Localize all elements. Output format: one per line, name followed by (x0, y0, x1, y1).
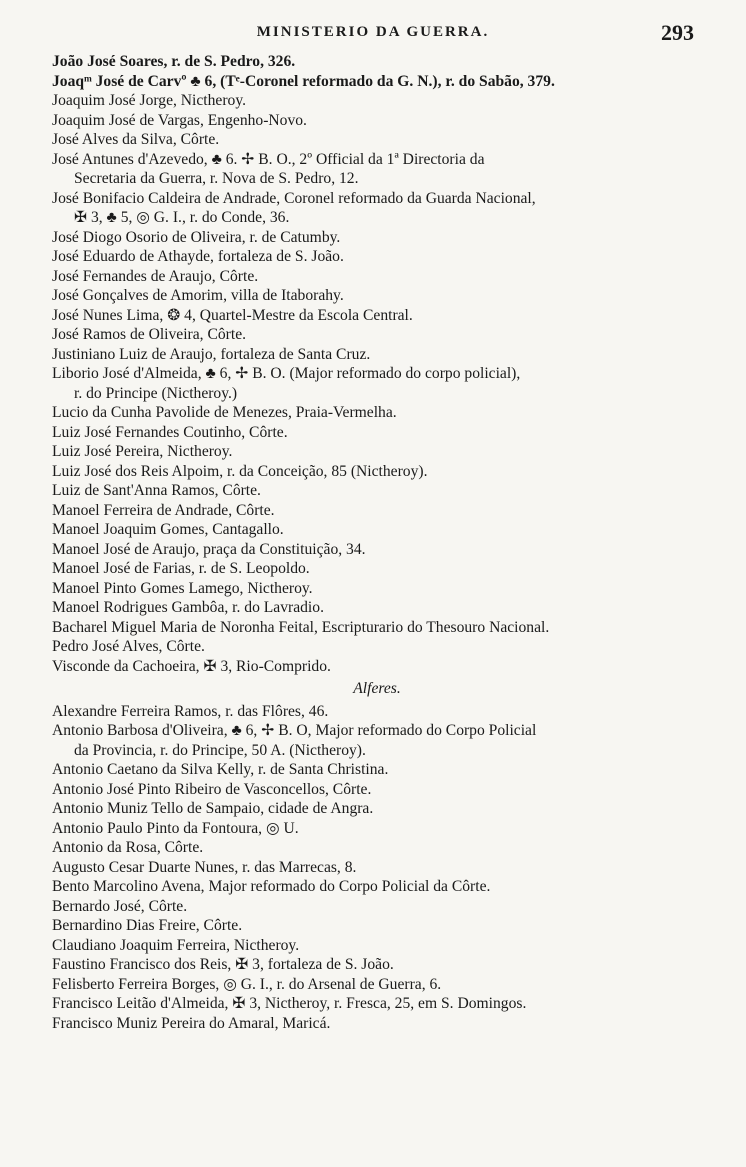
list-item: Lucio da Cunha Pavolide de Menezes, Praia-Vermelha. (52, 404, 397, 421)
list-item: Claudiano Joaquim Ferreira, Nictheroy. (52, 936, 300, 954)
list-item: José Fernandes de Araujo, Côrte. (52, 267, 259, 285)
list-item: José Diogo Osorio de Oliveira, r. de Catumby. (52, 228, 341, 246)
page-number: 293 (661, 20, 694, 45)
list-item: Joaquim José de Vargas, Engenho-Novo. (52, 111, 307, 129)
list-item: José Nunes Lima, ❂ 4, Quartel-Mestre da Escola Central. (52, 306, 413, 324)
list-item: Bento Marcolino Avena, Major reformado do Corpo Policial da Côrte. (52, 878, 491, 895)
list-item: Bacharel Miguel Maria de Noronha Feital, Escripturario do Thesouro Nacional. (52, 618, 550, 636)
list-item: Manoel Rodrigues Gambôa, r. do Lavradio. (52, 599, 324, 616)
list-item: José Bonifacio Caldeira de Andrade, Coronel reformado da Guarda Nacional, (52, 189, 536, 207)
list-item: José Eduardo de Athayde, fortaleza de S. João. (52, 248, 344, 265)
list-item-continuation: ✠ 3, ♣ 5, ◎ G. I., r. do Conde, 36. (74, 209, 290, 226)
list-item: José Gonçalves de Amorim, villa de Itaborahy. (52, 287, 344, 304)
list-item: Francisco Leitão d'Almeida, ✠ 3, Nictheroy, r. Fresca, 25, em S. Domingos. (52, 995, 527, 1012)
list-item: Luiz José dos Reis Alpoim, r. da Conceição, 85 (Nictheroy). (52, 462, 428, 480)
list-item: Antonio Caetano da Silva Kelly, r. de Santa Christina. (52, 761, 389, 778)
list-item-continuation: da Provincia, r. do Principe, 50 A. (Nictheroy). (74, 741, 366, 759)
list-item: Manoel José de Araujo, praça da Constituição, 34. (52, 540, 366, 558)
list-item: Faustino Francisco dos Reis, ✠ 3, fortaleza de S. João. (52, 956, 394, 973)
list-item: Felisberto Ferreira Borges, ◎ G. I., r. do Arsenal de Guerra, 6. (52, 975, 442, 993)
list-item: Manoel Joaquim Gomes, Cantagallo. (52, 521, 284, 538)
list-item: Manoel Pinto Gomes Lamego, Nictheroy. (52, 579, 313, 597)
list-item: Luiz de Sant'Anna Ramos, Côrte. (52, 482, 261, 499)
list-item: Joaquim José Jorge, Nictheroy. (52, 92, 247, 109)
list-item: Antonio Paulo Pinto da Fontoura, ◎ U. (52, 819, 299, 837)
list-item: Manoel José de Farias, r. de S. Leopoldo. (52, 560, 310, 577)
list-item: Bernardo José, Côrte. (52, 897, 188, 915)
entry-list (52, 52, 702, 1033)
list-item: Francisco Muniz Pereira do Amaral, Maricá. (52, 1014, 331, 1032)
list-item: Antonio Muniz Tello de Sampaio, cidade de Angra. (52, 800, 374, 817)
list-item: Justiniano Luiz de Araujo, fortaleza de Santa Cruz. (52, 345, 371, 363)
list-item: João José Soares, r. de S. Pedro, 326. (52, 53, 296, 70)
list-item-continuation: Secretaria da Guerra, r. Nova de S. Pedro, 12. (74, 170, 359, 187)
list-item: Alexandre Ferreira Ramos, r. das Flôres, 46. (52, 702, 329, 720)
list-item: José Antunes d'Azevedo, ♣ 6. ✢ B. O., 2º Official da 1ª Directoria da (52, 150, 485, 168)
list-item: Joaqᵐ José de Carvº ♣ 6, (Tᵉ-Coronel reformado da G. N.), r. do Sabão, 379. (52, 72, 555, 90)
list-item: José Alves da Silva, Côrte. (52, 131, 220, 148)
list-item: Antonio da Rosa, Côrte. (52, 839, 204, 856)
list-item-continuation: r. do Principe (Nictheroy.) (74, 384, 238, 402)
section-heading: Alferes. (353, 680, 401, 697)
list-item: Liborio José d'Almeida, ♣ 6, ✢ B. O. (Major reformado do corpo policial), (52, 365, 521, 382)
running-title: MINISTERIO DA GUERRA. (256, 24, 490, 40)
list-item: José Ramos de Oliveira, Côrte. (52, 326, 247, 343)
list-item: Bernardino Dias Freire, Côrte. (52, 917, 243, 934)
list-item: Antonio José Pinto Ribeiro de Vasconcellos, Côrte. (52, 780, 372, 798)
list-item: Luiz José Pereira, Nictheroy. (52, 443, 233, 460)
list-item: Luiz José Fernandes Coutinho, Côrte. (52, 423, 288, 441)
list-item: Augusto Cesar Duarte Nunes, r. das Marrecas, 8. (52, 858, 357, 876)
list-item: Pedro José Alves, Côrte. (52, 638, 205, 655)
list-item: Antonio Barbosa d'Oliveira, ♣ 6, ✢ B. O, Major reformado do Corpo Policial (52, 722, 537, 739)
list-item: Manoel Ferreira de Andrade, Côrte. (52, 501, 275, 519)
list-item: Visconde da Cachoeira, ✠ 3, Rio-Comprido. (52, 657, 331, 675)
